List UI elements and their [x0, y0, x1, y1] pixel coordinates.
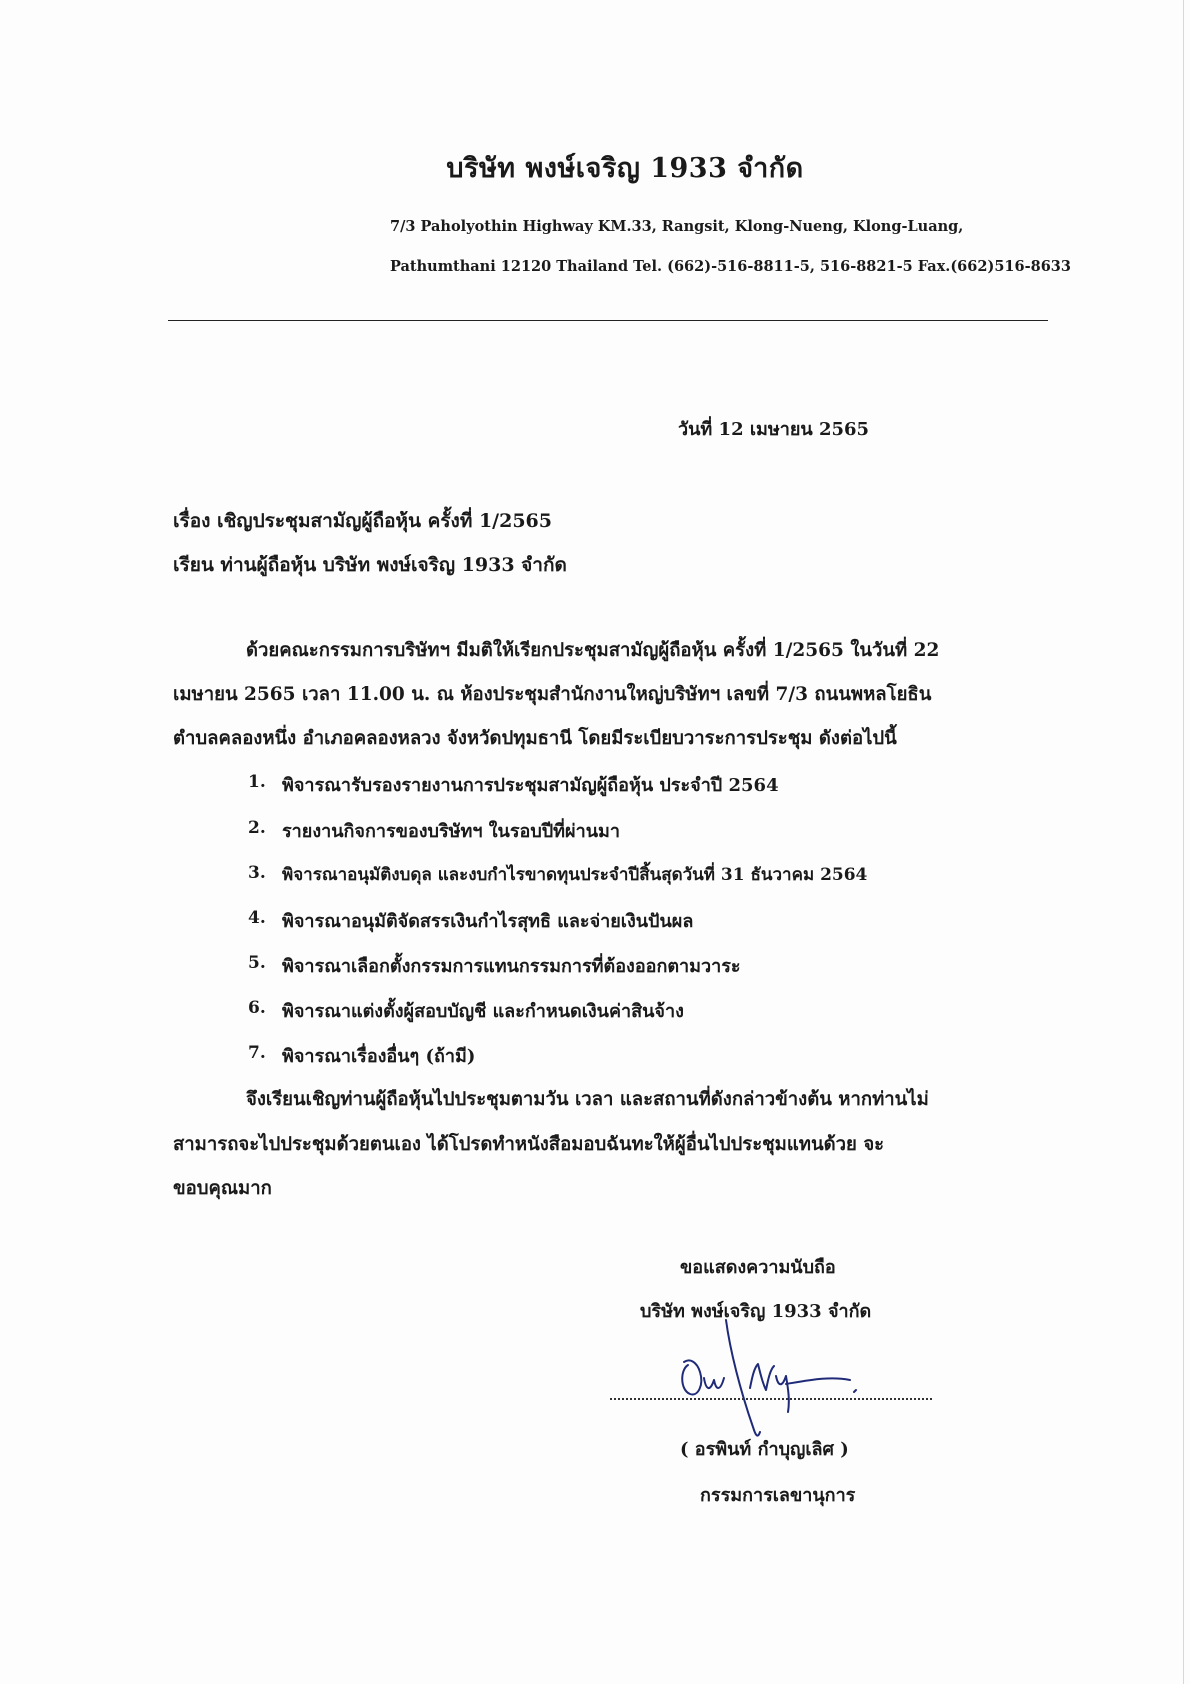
scan-edge-line — [1183, 0, 1184, 1684]
invitation-line-2: สามารถจะไปประชุมด้วยตนเอง ได้โปรดทำหนังสือมอบฉันทะให้ผู้อื่นไปประชุมแทนด้วย จะ — [173, 1134, 885, 1155]
agenda-item: พิจารณาอนุมัติจัดสรรเงินกำไรสุทธิ และจ่ายเงินปันผล — [282, 911, 694, 932]
agenda-item: พิจารณาอนุมัติงบดุล และงบกำไรขาดทุนประจำปีสิ้นสุดวันที่ 31 ธันวาคม 2564 — [282, 865, 868, 885]
agenda-item: พิจารณาเลือกตั้งกรรมการแทนกรรมการที่ต้องออกตามวาระ — [282, 956, 741, 977]
agenda-item: พิจารณาแต่งตั้งผู้สอบบัญชี และกำหนดเงินค่าสินจ้าง — [282, 1001, 684, 1022]
agenda-number: 4. — [248, 908, 266, 928]
agenda-number: 3. — [248, 863, 266, 883]
agenda-number: 1. — [248, 772, 266, 792]
handwritten-signature — [670, 1310, 900, 1450]
signature-dotted-line — [610, 1398, 932, 1400]
intro-line-1: ด้วยคณะกรรมการบริษัทฯ มีมติให้เรียกประชุมสามัญผู้ถือหุ้น ครั้งที่ 1/2565 ในวันที่ 22 — [246, 640, 940, 661]
agenda-number: 5. — [248, 953, 266, 973]
agenda-number: 6. — [248, 998, 266, 1018]
intro-line-2: เมษายน 2565 เวลา 11.00 น. ณ ห้องประชุมสำนักงานใหญ่บริษัทฯ เลขที่ 7/3 ถนนพหลโยธิน — [173, 684, 932, 705]
agenda-number: 7. — [248, 1043, 266, 1063]
invitation-line-1: จึงเรียนเชิญท่านผู้ถือหุ้นไปประชุมตามวัน เวลา และสถานที่ดังกล่าวข้างต้น หากท่านไม่ — [246, 1089, 929, 1110]
signer-name: ( อรพินท์ กำบุญเลิศ ) — [680, 1439, 849, 1460]
agenda-item: พิจารณารับรองรายงานการประชุมสามัญผู้ถือหุ้น ประจำปี 2564 — [282, 775, 779, 796]
subject-line: เรื่อง เชิญประชุมสามัญผู้ถือหุ้น ครั้งที่ 1/2565 — [173, 510, 552, 532]
closing-regards: ขอแสดงความนับถือ — [680, 1257, 836, 1278]
address-line-2: Pathumthani 12120 Thailand Tel. (662)-516-8811-5, 516-8821-5 Fax.(662)516-8633 — [390, 258, 1071, 275]
closing-company: บริษัท พงษ์เจริญ 1933 จำกัด — [640, 1301, 872, 1322]
agenda-number: 2. — [248, 818, 266, 838]
letterhead-divider — [168, 320, 1048, 321]
signer-title: กรรมการเลขานุการ — [700, 1485, 856, 1506]
recipient-line: เรียน ท่านผู้ถือหุ้น บริษัท พงษ์เจริญ 1933 จำกัด — [173, 554, 567, 576]
intro-line-3: ตำบลคลองหนึ่ง อำเภอคลองหลวง จังหวัดปทุมธานี โดยมีระเบียบวาระการประชุม ดังต่อไปนี้ — [173, 728, 897, 749]
agenda-item: รายงานกิจการของบริษัทฯ ในรอบปีที่ผ่านมา — [282, 821, 620, 842]
address-line-1: 7/3 Paholyothin Highway KM.33, Rangsit, Klong-Nueng, Klong-Luang, — [390, 218, 964, 235]
company-name-heading: บริษัท พงษ์เจริญ 1933 จำกัด — [446, 153, 804, 184]
agenda-item: พิจารณาเรื่องอื่นๆ (ถ้ามี) — [282, 1046, 476, 1067]
letter-date: วันที่ 12 เมษายน 2565 — [678, 419, 870, 440]
invitation-line-3: ขอบคุณมาก — [173, 1178, 272, 1199]
